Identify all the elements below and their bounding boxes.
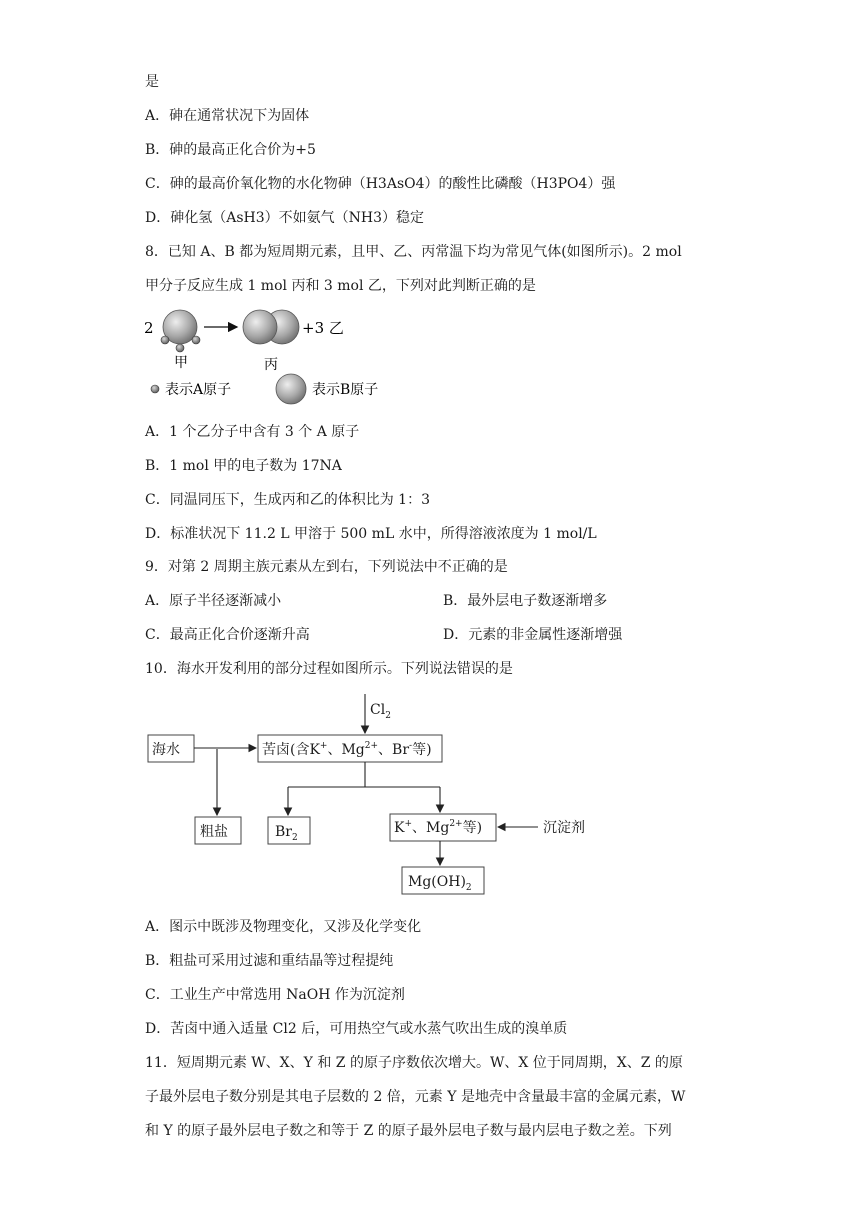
label-seawater: 海水 (152, 742, 180, 758)
label-cl2: $Cl_2$ (370, 702, 391, 721)
label-mgoh2: $Mg(OH)_2$ (408, 874, 472, 893)
q11-stem-line1: 11．短周期元素 W、X、Y 和 Z 的原子序数依次增大。W、X 位于同周期，X、Z 的原 (145, 1055, 683, 1071)
q10-flowchart (140, 692, 620, 902)
legend-b-atom (276, 374, 306, 404)
q10-option-a: A．图示中既涉及物理变化，又涉及化学变化 (145, 919, 422, 935)
q8-option-a: A．1 个乙分子中含有 3 个 A 原子 (145, 424, 360, 440)
q10-stem: 10．海水开发利用的部分过程如图所示。下列说法错误的是 (145, 661, 513, 677)
q8-molecule-figure (140, 305, 400, 405)
label-br2: $Br_2$ (275, 824, 298, 843)
q8-coefficient: 2 (144, 319, 154, 337)
label-crude-salt: 粗盐 (200, 824, 228, 840)
q8-stem-line1: 8．已知 A、B 都为短周期元素，且甲、乙、丙常温下均为常见气体(如图所示)。2 mol (145, 244, 682, 260)
q9-stem: 9．对第 2 周期主族元素从左到右，下列说法中不正确的是 (145, 559, 508, 575)
q7-stem-tail: 是 (145, 74, 159, 90)
product-yi: +3 乙 (302, 319, 344, 337)
bing-molecule (243, 310, 299, 344)
label-jia: 甲 (174, 355, 188, 371)
q7-option-b: B．砷的最高正化合价为+5 (145, 142, 316, 158)
legend-b-label: 表示B原子 (312, 382, 379, 398)
q10-option-b: B．粗盐可采用过滤和重结晶等过程提纯 (145, 953, 394, 969)
q9-option-a: A．原子半径逐渐减小 (145, 593, 282, 609)
legend-a-atom (151, 385, 159, 393)
jia-molecule (161, 310, 200, 352)
q9-option-c: C．最高正化合价逐渐升高 (145, 627, 310, 643)
legend-a-label: 表示A原子 (165, 382, 232, 398)
q8-option-c: C．同温同压下，生成丙和乙的体积比为 1：3 (145, 492, 430, 508)
q8-stem-line2: 甲分子反应生成 1 mol 丙和 3 mol 乙，下列对此判断正确的是 (145, 278, 536, 294)
q8-option-d: D．标准状况下 11.2 L 甲溶于 500 mL 水中，所得溶液浓度为 1 mol/L (145, 526, 597, 542)
label-bittern: 苦卤(含K+、$Mg^{2+}$、Br-等) (262, 741, 432, 758)
q10-option-c: C．工业生产中常选用 NaOH 作为沉淀剂 (145, 987, 405, 1003)
q7-option-a: A．砷在通常状况下为固体 (145, 108, 310, 124)
q7-option-c: C．砷的最高价氧化物的水化物砷（H3AsO4）的酸性比磷酸（H3PO4）强 (145, 176, 616, 192)
q9-option-b: B．最外层电子数逐渐增多 (443, 593, 608, 609)
q7-option-d: D．砷化氢（AsH3）不如氨气（NH3）稳定 (145, 210, 425, 226)
label-precipitant: 沉淀剂 (543, 820, 585, 836)
q11-stem-line3: 和 Y 的原子最外层电子数之和等于 Z 的原子最外层电子数与最内层电子数之差。下列 (145, 1123, 672, 1139)
q8-option-b: B．1 mol 甲的电子数为 17NA (145, 458, 342, 474)
q11-stem-line2: 子最外层电子数分别是其电子层数的 2 倍，元素 Y 是地壳中含量最丰富的金属元素，W (145, 1089, 686, 1105)
q9-option-d: D．元素的非金属性逐渐增强 (443, 627, 623, 643)
label-filtrate: K+、$Mg^{2+}$等) (394, 819, 483, 836)
q10-option-d: D．苦卤中通入适量 Cl2 后，可用热空气或水蒸气吹出生成的溴单质 (145, 1021, 568, 1037)
label-bing: 丙 (264, 357, 278, 373)
